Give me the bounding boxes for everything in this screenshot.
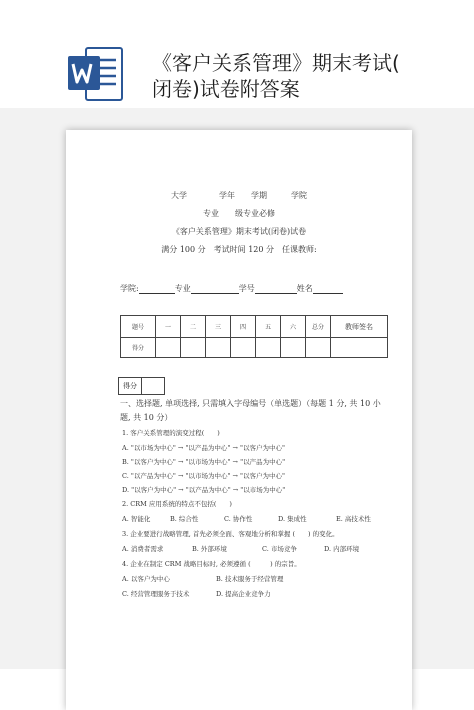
q2-option: E. 高技术性 [336,515,371,523]
q3-option: D. 内部环境 [324,545,360,553]
major-line: 专业 级专业必修 [203,209,275,218]
question-3: 3. 企业要进行战略管理, 首先必须全面、客观地分析和掌握 ( ) 的变化。 [122,530,339,538]
score-box-blank [142,378,165,395]
name-blank [313,284,343,294]
table-header-cell: 三 [206,316,231,338]
exam-paper [66,130,412,710]
q2-option: C. 协作性 [224,515,253,523]
section-1-heading: 一、选择题, 单项选择, 只需填入字母编号（单选题）（每题 1 分, 共 10 小 [120,399,381,408]
table-cell [156,338,181,358]
question-4: 4. 企业在制定 CRM 战略目标时, 必须遵循 ( ) 的宗旨。 [122,560,301,568]
exam-info: 满分 100 分 考试时间 120 分 任课教师: [161,245,317,254]
q1-option-a: A. "以市场为中心" → "以产品为中心" → "以客户为中心" [122,444,285,452]
teacher-sign-header: 教师签名 [331,316,388,338]
major-blank [191,284,239,294]
question-2: 2. CRM 应用系统的特点不包括( ) [122,500,232,508]
table-header-cell: 六 [281,316,306,338]
table-cell [231,338,256,358]
q4-option: A. 以客户为中心 [122,575,170,583]
student-info-line [120,283,343,294]
college-label: 学院: [120,284,139,293]
q1-option-c: C. "以产品为中心" → "以市场为中心" → "以客户为中心" [122,472,286,480]
table-row-label: 得分 [121,338,156,358]
student-id-label: 学号 [238,284,255,293]
table-cell [331,338,388,358]
table-cell [256,338,281,358]
q2-option: A. 智能化 [122,515,151,523]
page-header [0,0,474,110]
q2-option: B. 综合性 [170,515,199,523]
q3-option: B. 外部环境 [192,545,227,553]
table-cell [306,338,331,358]
table-header-cell: 五 [256,316,281,338]
title-line-1: 《客户关系管理》期末考试( [152,51,400,75]
table-header-cell: 一 [156,316,181,338]
table-header-cell: 四 [231,316,256,338]
name-label: 姓名 [296,284,313,293]
table-cell [281,338,306,358]
q3-option: C. 市场竞争 [262,545,297,553]
table-cell [206,338,231,358]
q3-option: A. 消费者需求 [122,545,164,553]
page-title [152,50,452,102]
q1-option-d: D. "以客户为中心" → "以产品为中心" → "以市场为中心" [122,486,286,494]
q4-option: C. 经营管理服务于技术 [122,590,190,598]
major-label: 专业 [174,284,191,293]
college-blank [139,284,175,294]
section-1-heading-cont: 题, 共 10 分） [120,413,173,422]
table-cell [181,338,206,358]
q1-option-b: B. "以客户为中心" → "以市场为中心" → "以产品为中心" [122,458,286,466]
table-row-label: 题号 [121,316,156,338]
table-header-cell: 总分 [306,316,331,338]
word-document-icon [66,44,126,104]
university-line: 大学 学年 学期 学院 [171,191,307,200]
exam-title: 《客户关系管理》期末考试(闭卷)试卷 [171,227,307,236]
section-score-box [118,377,165,395]
q2-option: D. 集成性 [278,515,307,523]
student-id-blank [255,284,297,294]
score-table [120,315,388,358]
table-header-cell: 二 [181,316,206,338]
question-1: 1. 客户关系管理的演变过程( ) [122,429,220,437]
score-box-label: 得分 [119,378,142,395]
q4-option: B. 技术服务于经营管理 [216,575,284,583]
title-line-2: 闭卷)试卷附答案 [152,77,300,101]
document-preview-area [0,108,474,669]
q4-option: D. 提高企业竞争力 [216,590,271,598]
